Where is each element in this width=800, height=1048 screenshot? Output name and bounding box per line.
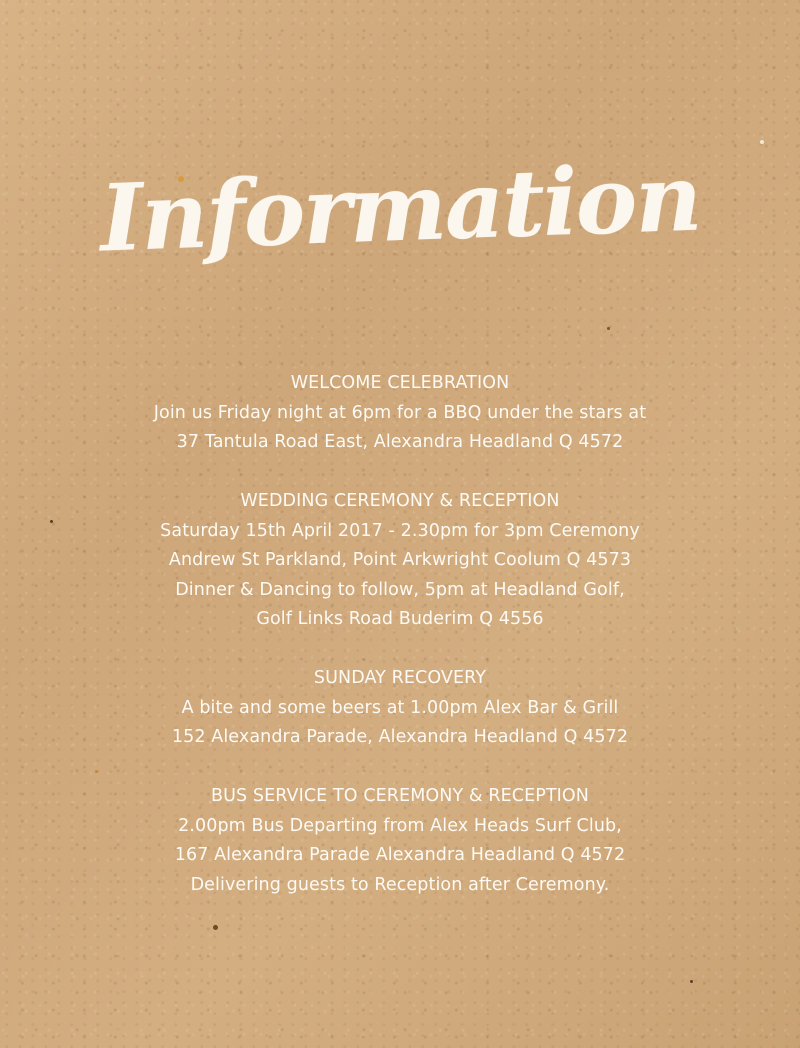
section-heading: WEDDING CEREMONY & RECEPTION	[240, 491, 560, 511]
section-heading: WELCOME CELEBRATION	[290, 373, 510, 393]
section-heading: BUS SERVICE TO CEREMONY & RECEPTION	[210, 786, 590, 806]
section-line: Join us Friday night at 6pm for a BBQ under the stars at	[153, 402, 647, 423]
section-line: Saturday 15th April 2017 - 2.30pm for 3pm Ceremony	[160, 520, 640, 541]
section-heading: SUNDAY RECOVERY	[313, 668, 487, 688]
section-line: Delivering guests to Reception after Ceremony.	[190, 874, 610, 895]
section-line: Golf Links Road Buderim Q 4556	[256, 609, 544, 629]
section-line: 167 Alexandra Parade Alexandra Headland Q 4572	[174, 845, 626, 865]
paper-fleck	[607, 327, 610, 330]
section-welcome-celebration	[0, 369, 800, 458]
section-line: 2.00pm Bus Departing from Alex Heads Surf Club,	[178, 815, 622, 836]
section-bus-service	[0, 782, 800, 900]
section-sunday-recovery	[0, 664, 800, 753]
section-line: 37 Tantula Road East, Alexandra Headland Q 4572	[176, 432, 624, 452]
section-line: Andrew St Parkland, Point Arkwright Coolum Q 4573	[168, 550, 632, 570]
page-title: Information	[98, 143, 702, 273]
information-body	[0, 369, 800, 930]
section-line: A bite and some beers at 1.00pm Alex Bar & Grill	[181, 697, 619, 718]
section-line: Dinner & Dancing to follow, 5pm at Headland Golf,	[175, 579, 625, 600]
section-line: 152 Alexandra Parade, Alexandra Headland Q 4572	[171, 727, 629, 747]
paper-fleck	[690, 980, 693, 983]
section-wedding-ceremony	[0, 487, 800, 635]
